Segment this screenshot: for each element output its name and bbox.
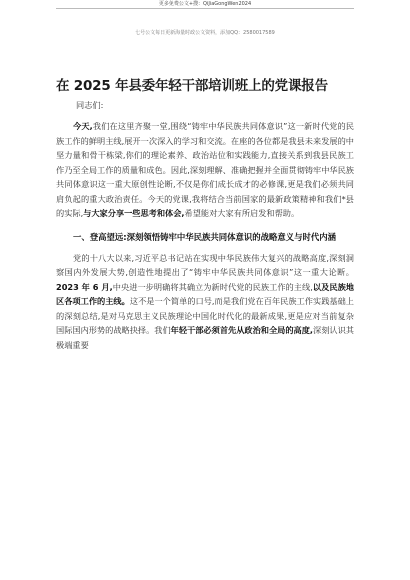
- page-header: [0, 0, 410, 37]
- salutation: 同志们:: [76, 100, 104, 110]
- header-divider: [56, 8, 354, 9]
- section-heading: 一、登高望远:深刻领悟铸牢中华民族共同体意识的战略意义与时代内涵: [73, 231, 336, 242]
- intro-body: 我们在这里齐聚一堂,围绕“铸牢中华民族共同体意识”这一新时代党的民族工作的鲜明主线,展开一次深入的学习和交流。在座的各位都是我县未来发展的中坚力量和骨干栋梁,你们的理论素养、政治站位和实践能力,直接关系到我县民族工作乃至全局工作的质量和成色。因此,深刻理解、准确把握并全面贯彻铸牢中华民族共同体意识这一重大原创性论断,不仅是你们成长成才的必修课,更是我们必须共同肩负起的重大政治责任。今天的党课,我将结合当前国家的最新政策精神和我们*县的实际,: [56, 121, 354, 218]
- intro-tail: 希望能对大家有所启发和帮助。: [184, 208, 300, 218]
- section-one-date: 2023 年 6 月,: [56, 281, 113, 292]
- intro-lead: 今天,: [73, 121, 93, 131]
- document-title: 在 2025 年县委年轻干部培训班上的党课报告: [56, 78, 328, 94]
- intro-paragraph: [56, 119, 354, 221]
- document-body: [56, 78, 354, 357]
- section-one-emphasis-c: 年轻干部必须首先从政治和全局的高度,: [170, 325, 314, 335]
- section-one-emphasis-b: 以及民族地区各项工作的主线。: [56, 281, 354, 306]
- header-top-line: 更多免费公文+搜：QiJiaGongWen2024: [158, 1, 252, 7]
- header-sub-line: 七号公文每日更新海量时政公文资料，添加QQ：2580017589: [135, 30, 275, 36]
- section-one-paragraph: [56, 251, 354, 353]
- section-one-part2: 中央进一步明确将其确立为新时代党的民族工作的主线,: [112, 281, 313, 292]
- section-one-part4: 深刻认识其极端重要: [56, 325, 354, 350]
- section-one-part1: 党的十八大以来,习近平总书记站在实现中华民族伟大复兴的战略高度,深刻洞察国内外发展大势,创造性地提出了“铸牢中华民族共同体意识”这一重大论断。: [56, 252, 354, 277]
- section-one-part3: 这不是一个简单的口号,而是我们党在百年民族工作实践基础上的深刻总结,是对马克思主义民族理论中国化时代化的最新成果,更是应对当前复杂国际国内形势的战略抉择。我们: [56, 296, 354, 335]
- intro-emphasis: 与大家分享一些思考和体会,: [83, 208, 185, 218]
